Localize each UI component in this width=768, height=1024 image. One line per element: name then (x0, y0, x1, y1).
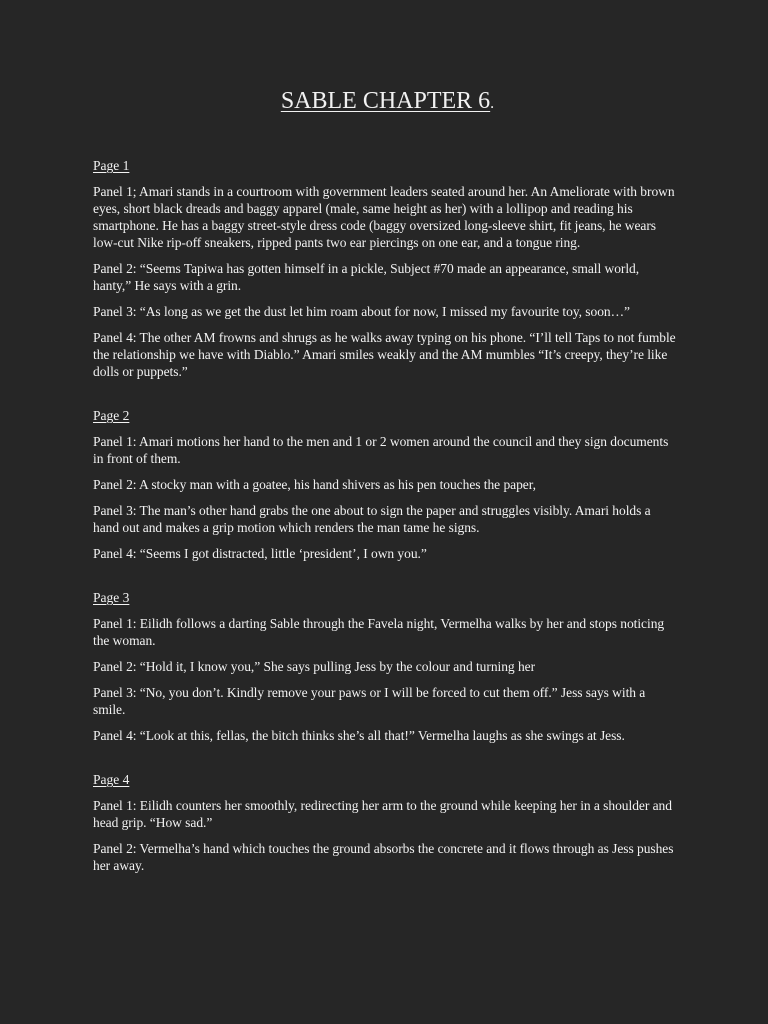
script-page-4 (93, 771, 678, 874)
panel-text: Panel 2: “Seems Tapiwa has gotten himself in a pickle, Subject #70 made an appearance, small world, hanty,” He says with a grin. (93, 261, 640, 293)
script-page-1 (93, 157, 678, 380)
page-label: Page 3 (93, 590, 130, 605)
script-page-3 (93, 589, 678, 744)
document-title-suffix: . (490, 95, 495, 112)
document-title: SABLE CHAPTER 6 (280, 88, 491, 114)
document-title-block (93, 84, 678, 121)
panel-text: Panel 2: “Hold it, I know you,” She says pulling Jess by the colour and turning her (93, 659, 536, 674)
page-label: Page 1 (93, 158, 130, 173)
panel-text: Panel 3: The man’s other hand grabs the one about to sign the paper and struggles visibly. Amari holds a hand out and makes a grip motion which renders the man tame he signs. (93, 503, 651, 535)
panel-text: Panel 4: “Look at this, fellas, the bitch thinks she’s all that!” Vermelha laughs as she swings at Jess. (93, 728, 625, 743)
page-label: Page 4 (93, 772, 130, 787)
panel-text: Panel 3: “As long as we get the dust let him roam about for now, I missed my favourite toy, soon…” (93, 304, 630, 319)
script-page-2 (93, 407, 678, 562)
panel-text: Panel 1: Eilidh follows a darting Sable through the Favela night, Vermelha walks by her and stops noticing the woman. (93, 616, 665, 648)
panel-text: Panel 3: “No, you don’t. Kindly remove your paws or I will be forced to cut them off.” Jess says with a smile. (93, 685, 646, 717)
page-label: Page 2 (93, 408, 130, 423)
panel-text: Panel 1: Amari motions her hand to the men and 1 or 2 women around the council and they sign documents in front of them. (93, 434, 669, 466)
panel-text: Panel 2: A stocky man with a goatee, his hand shivers as his pen touches the paper, (93, 477, 536, 492)
panel-text: Panel 4: The other AM frowns and shrugs as he walks away typing on his phone. “I’ll tell Taps to not fumble the relationship we have with Diablo.” Amari smiles weakly and the AM mumbles “It’s creepy, they’re like dolls or puppets.” (93, 330, 676, 379)
document-page (93, 84, 678, 883)
panel-text: Panel 1: Eilidh counters her smoothly, redirecting her arm to the ground while keeping her in a shoulder and head grip. “How sad.” (93, 798, 672, 830)
panel-text: Panel 1; Amari stands in a courtroom with government leaders seated around her. An Ameliorate with brown eyes, short black dreads and baggy apparel (male, same height as her) with a lollipop and reading his smartphone. He has a baggy street-style dress code (baggy oversized long-sleeve shirt, fit jeans, he wears low-cut Nike rip-off sneakers, ripped pants two ear piercings on one ear, and a tongue ring. (93, 184, 675, 250)
panel-text: Panel 2: Vermelha’s hand which touches the ground absorbs the concrete and it flows through as Jess pushes her away. (93, 841, 674, 873)
panel-text: Panel 4: “Seems I got distracted, little ‘president’, I own you.” (93, 546, 427, 561)
